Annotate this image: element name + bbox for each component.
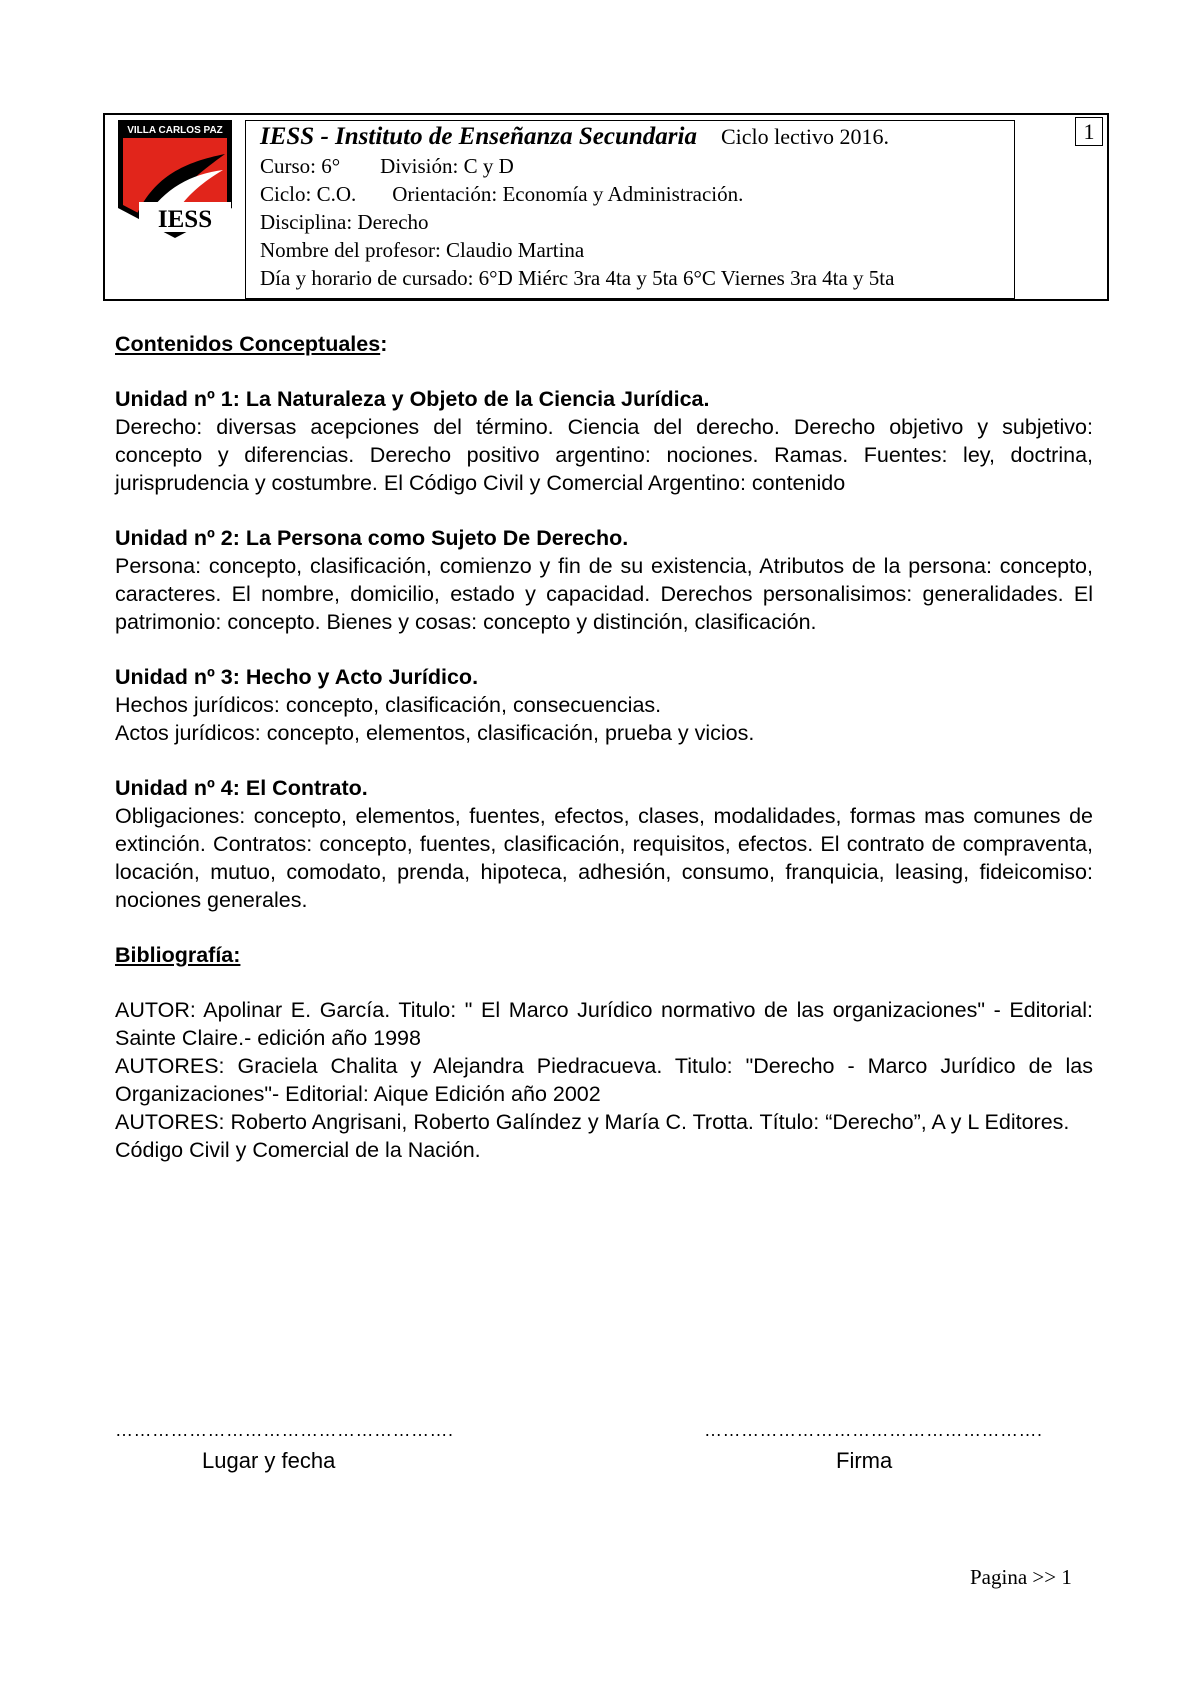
institution-title-line [260, 124, 889, 150]
bibliography-item: AUTORES: Graciela Chalita y Alejandra Piedracueva. Titulo: "Derecho - Marco Jurídico de las Organizaciones"- Editorial: Aique Edición año 2002 [115, 1054, 1093, 1106]
unit-title: Unidad nº 4: El Contrato. [115, 776, 368, 800]
contents-heading-colon: : [380, 332, 388, 356]
footer-page-number: Pagina >> 1 [970, 1565, 1072, 1589]
unit-title: Unidad nº 3: Hecho y Acto Jurídico. [115, 665, 479, 689]
logo-iess-text: IESS [157, 206, 213, 233]
ciclo-lectivo: Ciclo lectivo 2016. [720, 124, 889, 149]
place-date-line: ………………………………………………. [115, 1420, 454, 1440]
institution-title: IESS - Instituto de Enseñanza Secundaria [260, 123, 697, 150]
bibliography-item: Código Civil y Comercial de la Nación. [115, 1138, 481, 1162]
bibliography-item: AUTORES: Roberto Angrisani, Roberto Galíndez y María C. Trotta. Título: “Derecho”, A y L Editores. [115, 1110, 1070, 1134]
ciclo-line [260, 181, 743, 207]
unit-title: Unidad nº 1: La Naturaleza y Objeto de la Ciencia Jurídica. [115, 387, 710, 411]
bibliography-item: AUTOR: Apolinar E. García. Titulo: " El Marco Jurídico normativo de las organizaciones" - Editorial: Sainte Claire.- edición año 1998 [115, 998, 1093, 1050]
signature-label: Firma [836, 1448, 893, 1473]
division: División: C y D [380, 154, 514, 178]
page-number-box: 1 [1075, 117, 1103, 146]
horario: Día y horario de cursado: 6°D Miérc 3ra 4ta y 5ta 6°C Viernes 3ra 4ta y 5ta [260, 266, 895, 290]
profesor: Nombre del profesor: Claudio Martina [260, 238, 585, 262]
course-info-box [245, 120, 1015, 299]
unit-2 [115, 524, 1093, 636]
unit-paragraph: Actos jurídicos: concepto, elementos, clasificación, prueba y vicios. [115, 721, 755, 745]
unit-title: Unidad nº 2: La Persona como Sujeto De Derecho. [115, 526, 629, 550]
place-date-label: Lugar y fecha [202, 1448, 336, 1473]
ciclo-co: Ciclo: C.O. [260, 182, 357, 206]
unit-3 [115, 663, 1093, 747]
contents-heading: Contenidos Conceptuales [115, 332, 381, 356]
unit-1 [115, 385, 1093, 497]
curso-line [260, 153, 514, 179]
iess-logo [115, 118, 235, 240]
signature-line: ………………………………………………. [704, 1420, 1043, 1440]
bibliography-heading: Bibliografía: [115, 943, 241, 967]
orientacion: Orientación: Economía y Administración. [392, 182, 744, 206]
main-content [115, 330, 1093, 1164]
unit-paragraph: Obligaciones: concepto, elementos, fuentes, efectos, clases, modalidades, formas mas comunes de extinción. Contratos: concepto, fuentes, clasificación, requisitos, efectos. El contrato de compraventa, locación, mutuo, comodato, prenda, hipoteca, adhesión, consumo, franquicia, leasing, fideicomiso: nociones generales. [115, 804, 1093, 912]
unit-4 [115, 774, 1093, 914]
unit-paragraph: Persona: concepto, clasificación, comienzo y fin de su existencia, Atributos de la persona: concepto, caracteres. El nombre, domicilio, estado y capacidad. Derechos personalisimos: generalidades. El patrimonio: concepto. Bienes y cosas: concepto y distinción, clasificación. [115, 554, 1093, 634]
logo-top-text: VILLA CARLOS PAZ [127, 125, 223, 136]
curso: Curso: 6° [260, 154, 341, 178]
unit-paragraph: Derecho: diversas acepciones del término. Ciencia del derecho. Derecho objetivo y subjetivo: concepto y diferencias. Derecho positivo argentino: nociones. Ramas. Fuentes: ley, doctrina, jurisprudencia y costumbre. El Código Civil y Comercial Argentino: contenido [115, 415, 1093, 495]
unit-paragraph: Hechos jurídicos: concepto, clasificación, consecuencias. [115, 693, 662, 717]
disciplina: Disciplina: Derecho [260, 210, 429, 234]
